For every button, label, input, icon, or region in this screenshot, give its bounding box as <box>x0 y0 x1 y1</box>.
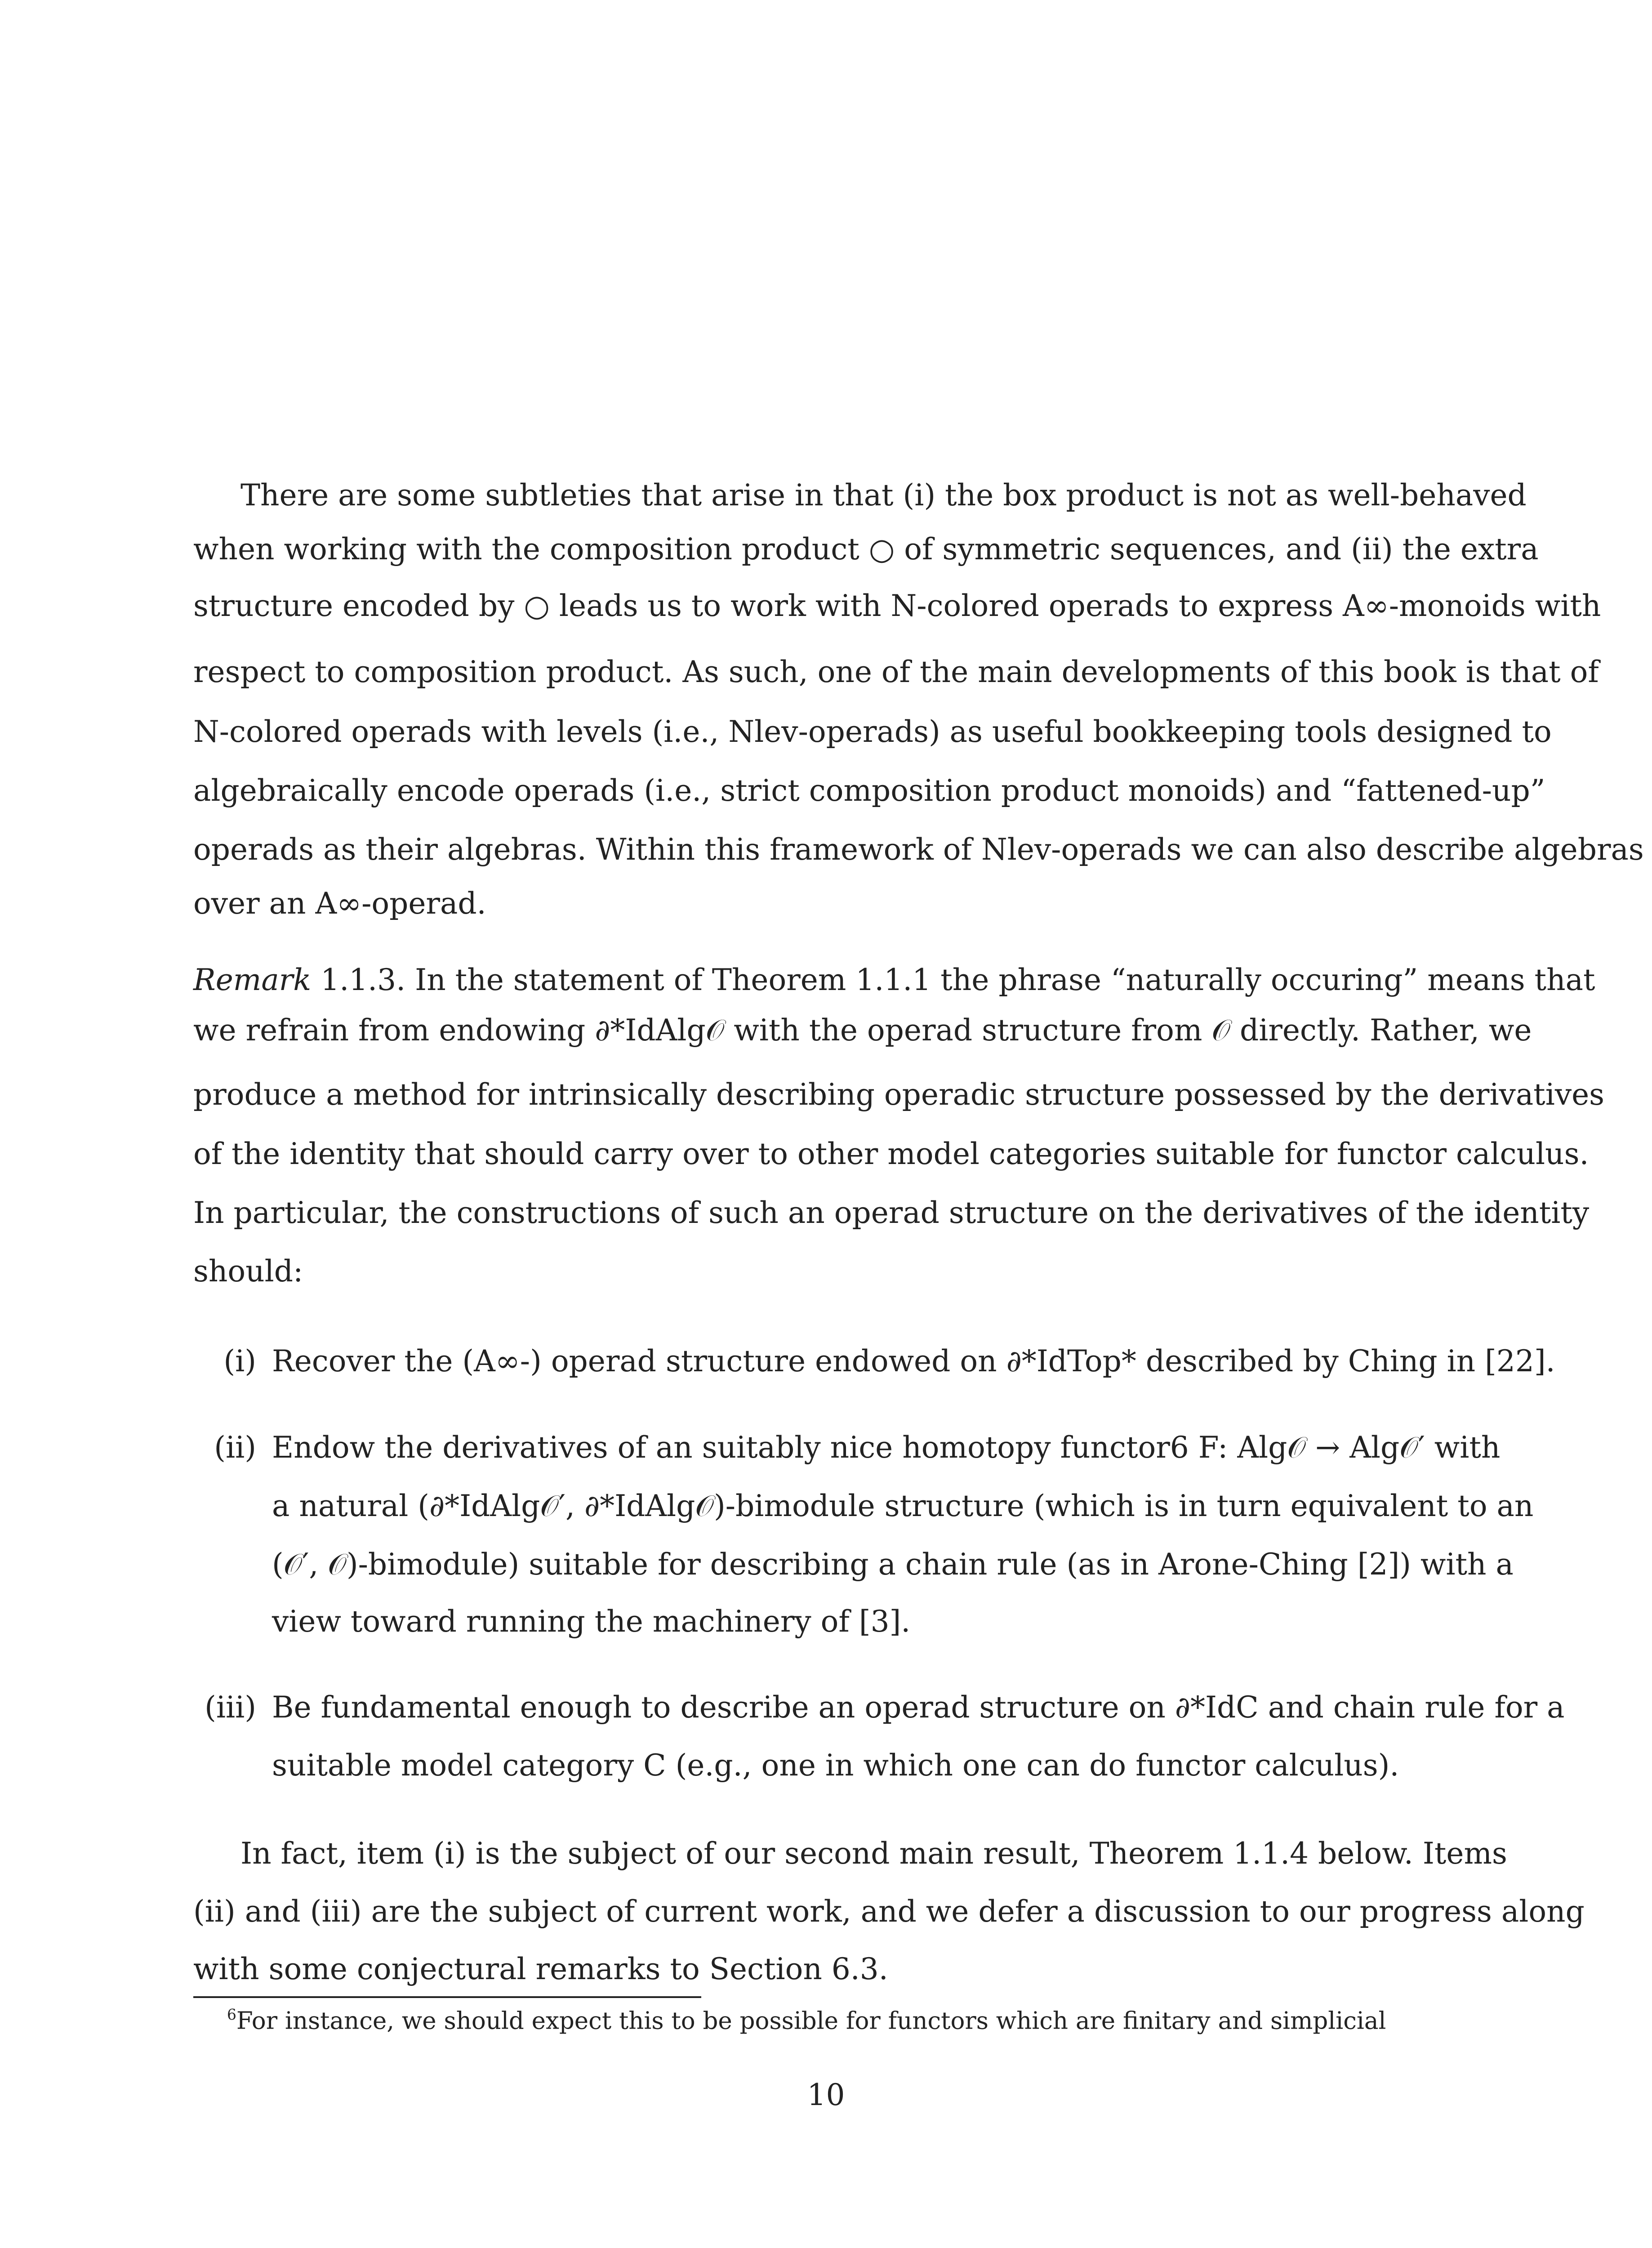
intro-line-6: algebraically encode operads (i.e., strict composition product monoids) and “fattened-up” <box>193 773 1545 808</box>
outro-line-3: with some conjectural remarks to Section 6.3. <box>193 1952 888 1986</box>
list-item-i-line-1: Recover the (A∞-) operad structure endowed on ∂*IdTop* described by Ching in [22]. <box>272 1344 1555 1378</box>
remark-line-2: we refrain from endowing ∂*IdAlg𝒪 with the operad structure from 𝒪 directly. Rather, we <box>193 1013 1532 1048</box>
remark-line-4: of the identity that should carry over to other model categories suitable for functor calculus. <box>193 1137 1589 1171</box>
remark-number: 1.1.3. <box>321 963 406 997</box>
intro-line-4: respect to composition product. As such, one of the main developments of this book is that of <box>193 655 1599 689</box>
intro-line-2: when working with the composition product ○ of symmetric sequences, and (ii) the extra <box>193 532 1539 566</box>
outro-line-1: In fact, item (i) is the subject of our second main result, Theorem 1.1.4 below. Items <box>240 1836 1507 1871</box>
intro-line-5: N-colored operads with levels (i.e., Nlev-operads) as useful bookkeeping tools designed to <box>193 714 1552 749</box>
intro-line-3: structure encoded by ○ leads us to work with N-colored operads to express A∞-monoids with <box>193 589 1601 623</box>
footnote-number: 6 <box>227 2006 236 2023</box>
intro-line-7: operads as their algebras. Within this framework of Nlev-operads we can also describe algebras <box>193 832 1644 867</box>
list-item-ii-line-2: a natural (∂*IdAlg𝒪′, ∂*IdAlg𝒪)-bimodule structure (which is in turn equivalent to an <box>272 1489 1534 1523</box>
outro-line-2: (ii) and (iii) are the subject of current work, and we defer a discussion to our progress along <box>193 1894 1585 1929</box>
list-marker-ii: (ii) <box>214 1430 256 1465</box>
page-number: 10 <box>807 2078 845 2112</box>
list-item-ii-line-4: view toward running the machinery of [3]. <box>272 1604 911 1639</box>
list-marker-i: (i) <box>223 1344 256 1378</box>
remark-line-3: produce a method for intrinsically describing operadic structure possessed by the derivatives <box>193 1077 1605 1112</box>
list-marker-iii: (iii) <box>205 1690 256 1725</box>
remark-text-1: In the statement of Theorem 1.1.1 the phrase “naturally occuring” means that <box>415 963 1595 997</box>
list-item-iii-line-1: Be fundamental enough to describe an operad structure on ∂*IdC and chain rule for a <box>272 1690 1565 1725</box>
footnote <box>227 1998 1452 2037</box>
list-item-ii-line-1: Endow the derivatives of an suitably nice homotopy functor6 F: Alg𝒪 → Alg𝒪′ with <box>272 1430 1501 1465</box>
remark-label: Remark <box>193 963 312 997</box>
intro-line-1: There are some subtleties that arise in that (i) the box product is not as well-behaved <box>240 478 1527 513</box>
footnote-rule <box>193 1996 701 1998</box>
remark-line-1 <box>193 962 1595 998</box>
footnote-text: For instance, we should expect this to be possible for functors which are finitary and simplicial <box>236 2007 1386 2035</box>
remark-line-5: In particular, the constructions of such an operad structure on the derivatives of the identity <box>193 1195 1590 1230</box>
remark-line-6: should: <box>193 1254 303 1289</box>
intro-line-8: over an A∞-operad. <box>193 886 486 921</box>
list-item-iii-line-2: suitable model category C (e.g., one in which one can do functor calculus). <box>272 1748 1399 1783</box>
list-item-ii-line-3: (𝒪′, 𝒪)-bimodule) suitable for describing a chain rule (as in Arone-Ching [2]) with a <box>272 1547 1514 1582</box>
